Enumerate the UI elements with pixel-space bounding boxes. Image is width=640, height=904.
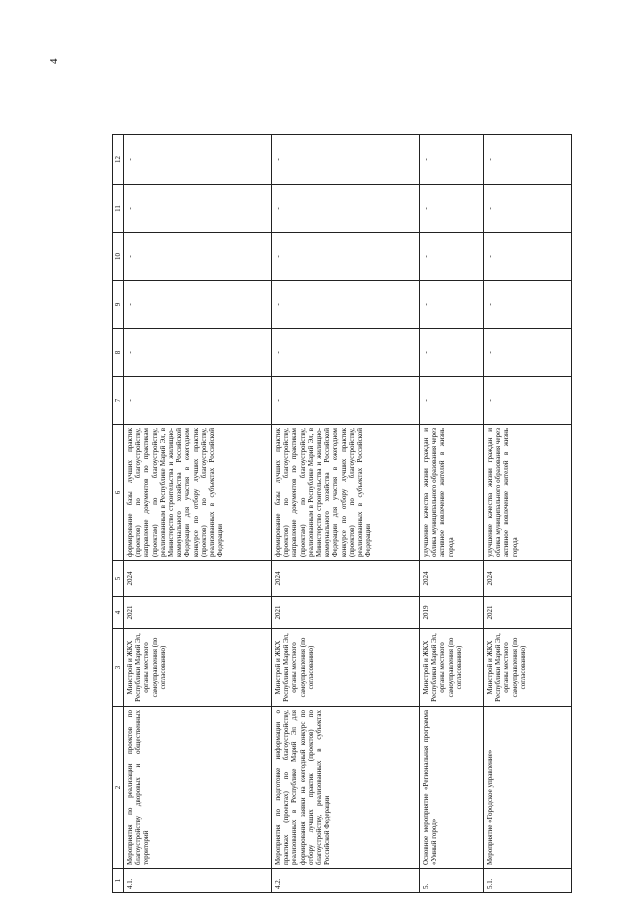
- row-number: 5.: [420, 869, 484, 893]
- start-year: 2021: [124, 597, 272, 629]
- executor: Минстрой и ЖКХ Республики Марий Эл, органы местного самоуправления (по согласованию): [124, 629, 272, 707]
- expected-result: формирование базы лучших практик (проектов) по благоустройству, направление документов по практикам (проектам) по благоустройству, реализованным в Республике Марий Эл, в Министерство строительства и жилищно-коммунального хозяйства Российской Федерации для участия в ежегодном конкурсе по отбору лучших практик (проектов) по благоустройству, реализованных в субъектах Российской Федерации: [272, 425, 420, 561]
- value-cell: -: [272, 233, 420, 281]
- measures-table: [112, 134, 572, 893]
- executor: Минстрой и ЖКХ Республики Марий Эл, органы местного самоуправления (по согласованию): [420, 629, 484, 707]
- value-cell: -: [420, 377, 484, 425]
- value-cell: -: [272, 185, 420, 233]
- value-cell: -: [484, 233, 572, 281]
- start-year: 2019: [420, 597, 484, 629]
- header-cell: 3: [113, 629, 124, 707]
- start-year: 2021: [484, 597, 572, 629]
- end-year: 2024: [272, 561, 420, 597]
- expected-result: формирование базы лучших практик (проектов) по благоустройству, направление документов по практикам (проектам) по благоустройству, реализованным в Республике Марий Эл, в Министерство строительства и жилищно-коммунального хозяйства Российской Федерации для участия в ежегодном конкурсе по отбору лучших практик (проектов) по благоустройству, реализованных в субъектах Российской Федерации: [124, 425, 272, 561]
- page-number: 4: [48, 58, 60, 64]
- executor: Минстрой и ЖКХ Республики Марий Эл, органы местного самоуправления (по согласованию): [272, 629, 420, 707]
- header-cell: 5: [113, 561, 124, 597]
- header-cell: 11: [113, 185, 124, 233]
- end-year: 2024: [420, 561, 484, 597]
- header-cell: 1: [113, 869, 124, 893]
- measure-name: Мероприятия по подготовке информации о практиках (проектах) по благоустройству, реализованных в Республике Марий Эл для формирования заявки на ежегодный конкурс по отбору лучших практик (проектов) по благоустройству, реализованных в субъектах Российской Федерации: [272, 707, 420, 869]
- expected-result: улучшение качества жизни граждан и облика муниципального образования через активное вовлечение жителей в жизнь города: [420, 425, 484, 561]
- header-cell: 9: [113, 281, 124, 329]
- header-cell: 12: [113, 135, 124, 185]
- value-cell: -: [420, 281, 484, 329]
- value-cell: -: [124, 185, 272, 233]
- value-cell: -: [272, 377, 420, 425]
- value-cell: -: [272, 281, 420, 329]
- row-number: 4.2.: [272, 869, 420, 893]
- measure-name: Мероприятия по реализации проектов по благоустройству дворовых и общественных территорий: [124, 707, 272, 869]
- end-year: 2024: [484, 561, 572, 597]
- table-row: [484, 135, 572, 893]
- header-cell: 4: [113, 597, 124, 629]
- value-cell: -: [484, 377, 572, 425]
- value-cell: -: [484, 329, 572, 377]
- header-cell: 10: [113, 233, 124, 281]
- value-cell: -: [420, 233, 484, 281]
- measure-name: Основное мероприятие «Региональная программа «Умный город»: [420, 707, 484, 869]
- value-cell: -: [124, 135, 272, 185]
- value-cell: -: [124, 281, 272, 329]
- end-year: 2024: [124, 561, 272, 597]
- value-cell: -: [420, 185, 484, 233]
- value-cell: -: [484, 185, 572, 233]
- measure-name: Мероприятие «Городское управление»: [484, 707, 572, 869]
- header-cell: 6: [113, 425, 124, 561]
- value-cell: -: [484, 135, 572, 185]
- table-row: [124, 135, 272, 893]
- header-cell: 7: [113, 377, 124, 425]
- value-cell: -: [420, 135, 484, 185]
- rotated-table-wrapper: [112, 135, 572, 893]
- expected-result: улучшение качества жизни граждан и облика муниципального образования через активное вовлечение жителей в жизнь города: [484, 425, 572, 561]
- header-row: [113, 135, 124, 893]
- table-row: [272, 135, 420, 893]
- value-cell: -: [420, 329, 484, 377]
- value-cell: -: [484, 281, 572, 329]
- start-year: 2021: [272, 597, 420, 629]
- header-cell: 2: [113, 707, 124, 869]
- value-cell: -: [272, 329, 420, 377]
- executor: Минстрой и ЖКХ Республики Марий Эл, органы местного самоуправления (по согласованию): [484, 629, 572, 707]
- row-number: 5.1.: [484, 869, 572, 893]
- value-cell: -: [124, 329, 272, 377]
- value-cell: -: [124, 233, 272, 281]
- value-cell: -: [124, 377, 272, 425]
- value-cell: -: [272, 135, 420, 185]
- table-row: [420, 135, 484, 893]
- header-cell: 8: [113, 329, 124, 377]
- row-number: 4.1.: [124, 869, 272, 893]
